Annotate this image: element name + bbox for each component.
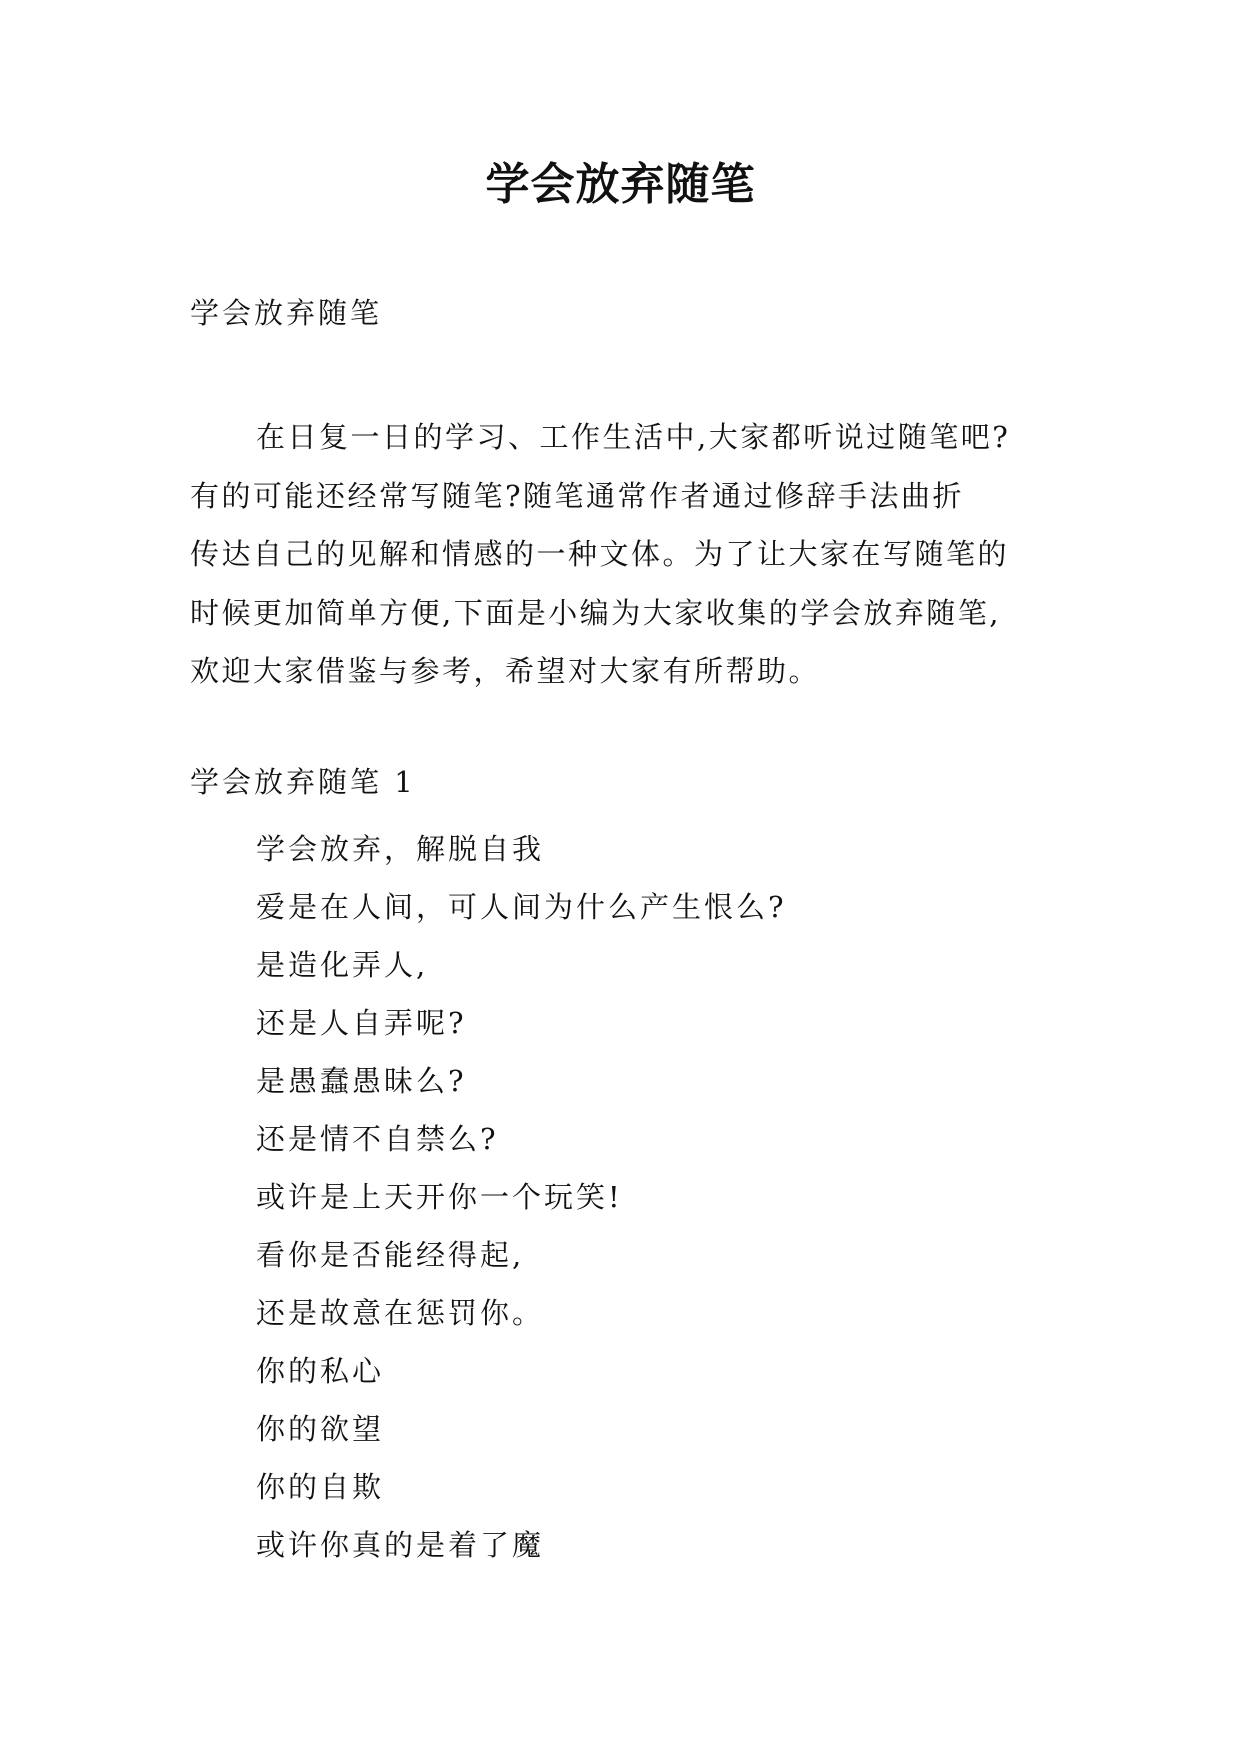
poem-line: 还是故意在惩罚你。: [256, 1296, 545, 1330]
poem-line: 还是情不自禁么?: [256, 1122, 499, 1156]
poem-line: 或许是上天开你一个玩笑!: [256, 1180, 623, 1214]
intro-line: 传达自己的见解和情感的一种文体。为了让大家在写随笔的: [190, 537, 1010, 571]
section-heading: 学会放弃随笔 1: [190, 765, 416, 799]
intro-line: 在日复一日的学习、工作生活中,大家都听说过随笔吧?: [256, 420, 1011, 454]
poem-line: 是造化弄人,: [256, 948, 429, 982]
poem-line: 还是人自弄呢?: [256, 1006, 467, 1040]
poem-line: 你的私心: [256, 1354, 385, 1388]
intro-line: 欢迎大家借鉴与参考，希望对大家有所帮助。: [190, 654, 821, 688]
poem-line: 看你是否能经得起,: [256, 1238, 525, 1272]
intro-line: 有的可能还经常写随笔?随笔通常作者通过修辞手法曲折: [190, 478, 965, 513]
poem-line: 或许你真的是着了魔: [256, 1528, 545, 1562]
poem-line: 你的自欺: [256, 1470, 385, 1504]
poem-line: 你的欲望: [256, 1412, 385, 1446]
document-title: 学会放弃随笔: [485, 159, 756, 210]
poem: [256, 820, 787, 1574]
document-subtitle: 学会放弃随笔: [190, 296, 383, 330]
poem-line: 是愚蠢愚昧么?: [256, 1064, 467, 1098]
poem-line: 学会放弃，解脱自我: [256, 832, 545, 866]
poem-line: 爱是在人间，可人间为什么产生恨么?: [256, 890, 787, 924]
intro-paragraph: [190, 408, 1050, 701]
intro-line: 时候更加简单方便,下面是小编为大家收集的学会放弃随笔,: [190, 595, 1001, 630]
